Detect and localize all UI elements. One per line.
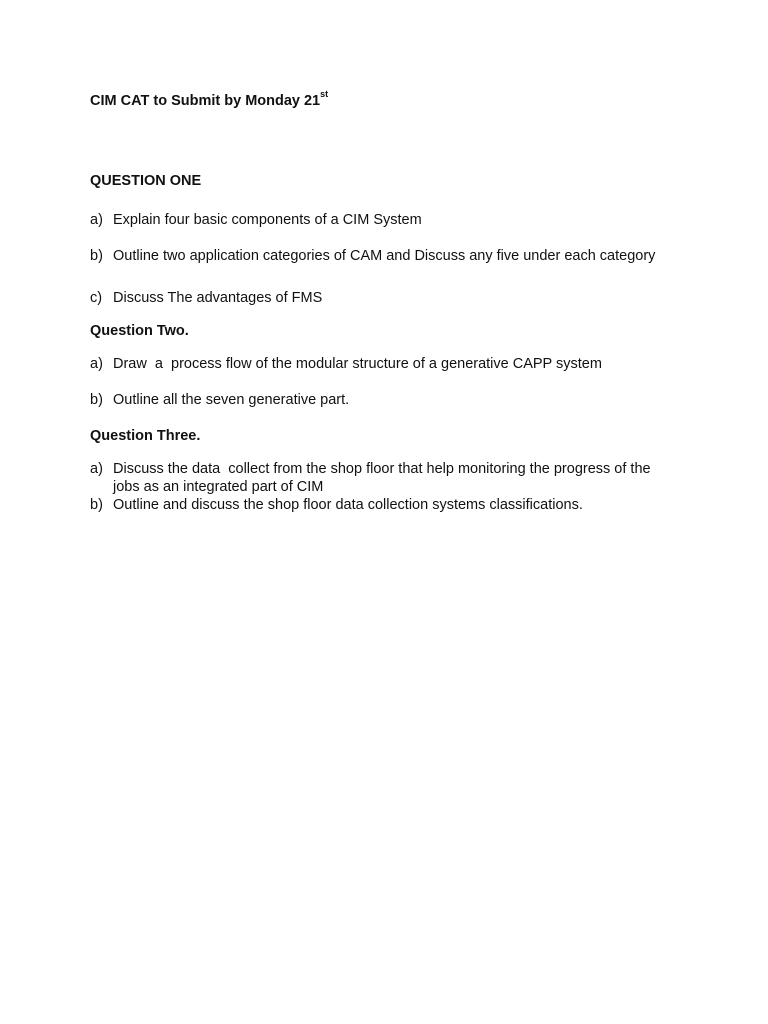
question-one-heading: QUESTION ONE — [90, 173, 202, 189]
item-marker: c) — [90, 290, 103, 306]
question-three-heading: Question Three. — [90, 428, 201, 444]
item-marker: b) — [90, 248, 103, 264]
title-text: CIM CAT to Submit by Monday 21 — [90, 93, 321, 109]
title-superscript: st — [320, 89, 329, 100]
item-marker: b) — [90, 497, 103, 513]
item-text: Draw a process flow of the modular structure of a generative CAPP system — [113, 356, 602, 372]
item-text: Outline and discuss the shop floor data collection systems classifications. — [113, 497, 583, 513]
item-marker: a) — [90, 212, 103, 228]
document-title — [90, 89, 329, 110]
item-text: Discuss The advantages of FMS — [113, 290, 323, 306]
item-marker: b) — [90, 392, 103, 408]
item-marker: a) — [90, 461, 103, 477]
item-text: Explain four basic components of a CIM System — [113, 212, 422, 228]
item-text: Outline two application categories of CAM and Discuss any five under each category — [113, 248, 656, 264]
item-text: Discuss the data collect from the shop floor that help monitoring the progress of the jobs as an integrated part of CIM — [113, 461, 655, 495]
item-text: Outline all the seven generative part. — [113, 392, 350, 408]
question-two-heading: Question Two. — [90, 323, 189, 339]
item-marker: a) — [90, 356, 103, 372]
